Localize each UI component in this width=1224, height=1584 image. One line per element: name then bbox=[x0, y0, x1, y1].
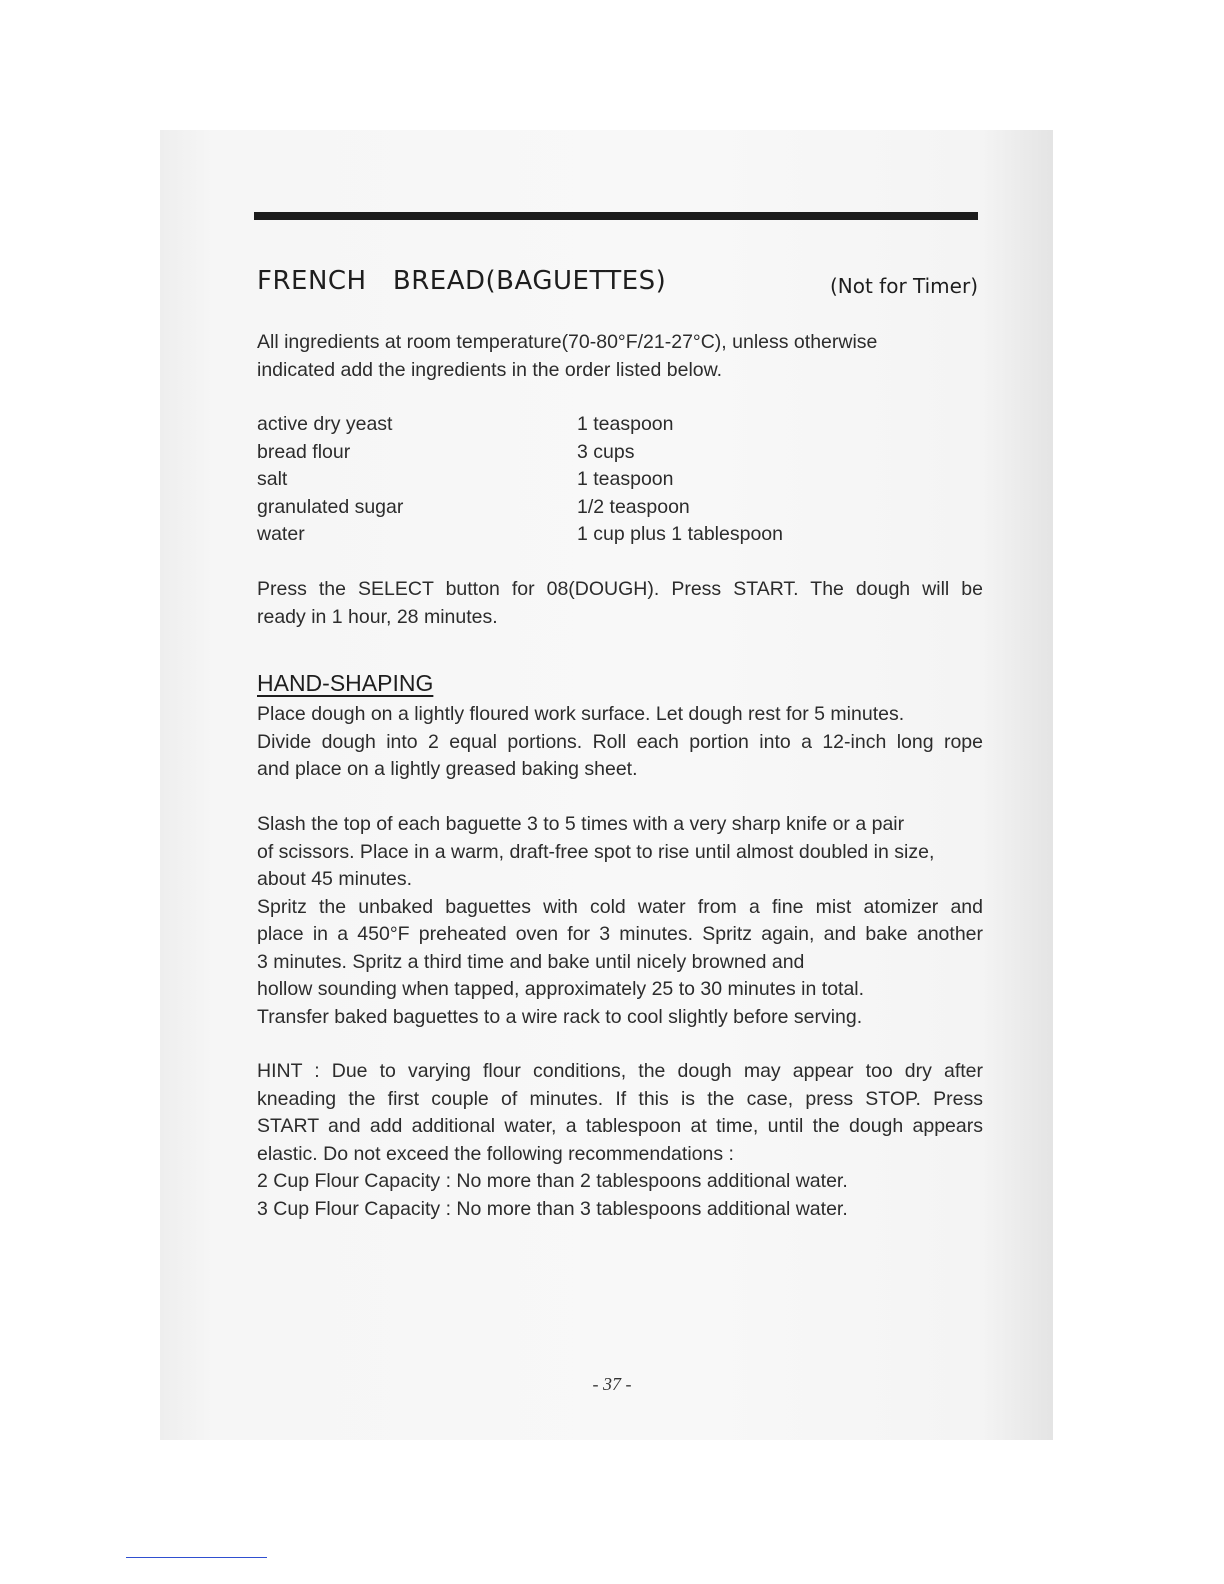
ingredient-quantity: 1 teaspoon bbox=[577, 413, 674, 435]
ingredient-list bbox=[257, 411, 857, 549]
text-line: Divide dough into 2 equal portions. Roll each portion into a 12-inch long rope bbox=[257, 730, 983, 753]
ingredient-name: bread flour bbox=[257, 440, 351, 463]
ingredient-quantity: 1/2 teaspoon bbox=[577, 495, 690, 518]
hint-line: 2 Cup Flour Capacity : No more than 2 tablespoons additional water. bbox=[257, 1170, 848, 1192]
recipe-title: FRENCH BREAD(BAGUETTES) bbox=[257, 266, 667, 296]
ingredient-row bbox=[257, 411, 857, 439]
ingredient-name: active dry yeast bbox=[257, 413, 393, 435]
header-rule bbox=[254, 212, 978, 220]
text-line: Place dough on a lightly floured work surface. Let dough rest for 5 minutes. bbox=[257, 703, 905, 725]
instruction-line: ready in 1 hour, 28 minutes. bbox=[257, 605, 498, 628]
ingredient-row bbox=[257, 494, 857, 522]
ingredient-name: salt bbox=[257, 468, 288, 490]
text-line: Slash the top of each baguette 3 to 5 times with a very sharp knife or a pair bbox=[257, 813, 905, 835]
text-line: Spritz the unbaked baguettes with cold water from a fine mist atomizer and bbox=[257, 895, 983, 918]
hint-line: kneading the first couple of minutes. If this is the case, press STOP. Press bbox=[257, 1087, 983, 1110]
instruction-line: Press the SELECT button for 08(DOUGH). Press START. The dough will be bbox=[257, 578, 983, 600]
instructions-paragraph bbox=[257, 576, 983, 631]
hint-line: HINT : Due to varying flour conditions, the dough may appear too dry after bbox=[257, 1060, 983, 1082]
hint-paragraph bbox=[257, 1058, 983, 1223]
text-line: hollow sounding when tapped, approximately 25 to 30 minutes in total. bbox=[257, 978, 865, 1000]
ingredient-name: water bbox=[257, 523, 305, 545]
hand-shaping-paragraph-2 bbox=[257, 811, 983, 1031]
intro-line: All ingredients at room temperature(70-80°F/21-27°C), unless otherwise bbox=[257, 331, 878, 353]
ingredient-name: granulated sugar bbox=[257, 495, 404, 518]
hand-shaping-heading: HAND-SHAPING bbox=[257, 670, 434, 696]
ingredient-row bbox=[257, 521, 857, 549]
hint-line: elastic. Do not exceed the following recommendations : bbox=[257, 1142, 734, 1165]
ingredient-quantity: 1 teaspoon bbox=[577, 468, 674, 490]
intro-line: indicated add the ingredients in the order listed below. bbox=[257, 358, 723, 381]
page-number: - 37 - bbox=[592, 1374, 632, 1394]
text-line: about 45 minutes. bbox=[257, 868, 413, 890]
text-line: Transfer baked baguettes to a wire rack to cool slightly before serving. bbox=[257, 1005, 863, 1028]
text-line: 3 minutes. Spritz a third time and bake until nicely browned and bbox=[257, 950, 805, 973]
hint-line: 3 Cup Flour Capacity : No more than 3 tablespoons additional water. bbox=[257, 1197, 848, 1220]
page-sheet bbox=[160, 130, 1053, 1440]
hint-line: START and add additional water, a tablespoon at time, until the dough appears bbox=[257, 1115, 983, 1137]
text-line: of scissors. Place in a warm, draft-free spot to rise until almost doubled in size, bbox=[257, 840, 935, 863]
intro-paragraph bbox=[257, 329, 983, 384]
recipe-note: (Not for Timer) bbox=[829, 274, 978, 298]
ingredient-row bbox=[257, 439, 857, 467]
ingredient-quantity: 1 cup plus 1 tablespoon bbox=[577, 523, 783, 545]
hand-shaping-paragraph-1 bbox=[257, 701, 983, 784]
text-line: place in a 450°F preheated oven for 3 minutes. Spritz again, and bake another bbox=[257, 923, 983, 945]
ingredient-quantity: 3 cups bbox=[577, 440, 635, 463]
ingredient-row bbox=[257, 466, 857, 494]
footnote-rule bbox=[126, 1557, 267, 1558]
text-line: and place on a lightly greased baking sheet. bbox=[257, 758, 638, 780]
